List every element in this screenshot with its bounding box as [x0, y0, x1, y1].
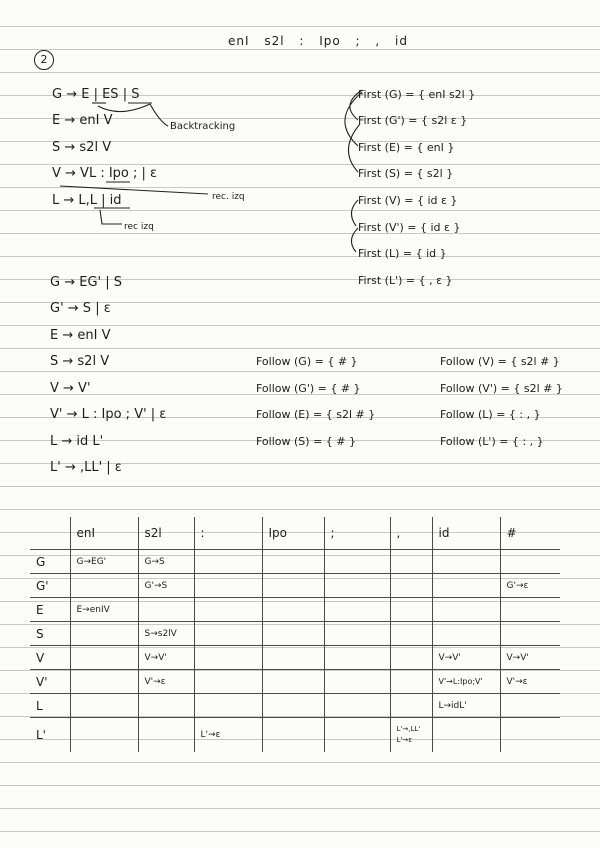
- left-recursion-note-l: rec izq: [124, 222, 154, 232]
- table-cell: [70, 574, 138, 598]
- table-header-row: [30, 517, 560, 550]
- table-cell: [390, 574, 432, 598]
- table-cell: [324, 670, 390, 694]
- table-cell: [194, 598, 262, 622]
- backtracking-note: Backtracking: [170, 121, 236, 132]
- table-cell: [500, 598, 560, 622]
- table-cell: [262, 622, 324, 646]
- first-arrow-gp-s: [348, 124, 360, 172]
- table-cell: [70, 622, 138, 646]
- table-cell: [324, 694, 390, 718]
- table-cell: L'→,LL' L'→ε: [390, 718, 432, 753]
- table-cell: [138, 718, 194, 753]
- grammar-transformed-rule: L' → ,LL' | ε: [50, 460, 122, 475]
- row-header: L': [30, 718, 70, 753]
- table-cell: [262, 646, 324, 670]
- column-header: id: [432, 517, 500, 550]
- table-cell: [432, 550, 500, 574]
- table-corner: [30, 517, 70, 550]
- table-cell: [500, 694, 560, 718]
- backtracking-arrow: [98, 104, 150, 112]
- table-cell: [500, 550, 560, 574]
- table-cell: [390, 694, 432, 718]
- table-cell: L→idL': [432, 694, 500, 718]
- table-cell: [262, 718, 324, 753]
- first-set: First (V') = { id ε }: [358, 221, 461, 234]
- problem-number: 2: [34, 50, 54, 70]
- row-header: V': [30, 670, 70, 694]
- table-row: [30, 646, 560, 670]
- table-cell: [194, 550, 262, 574]
- table-cell: G'→ε: [500, 574, 560, 598]
- table-cell: [194, 694, 262, 718]
- table-cell: [262, 574, 324, 598]
- table-row: [30, 550, 560, 574]
- column-header: #: [500, 517, 560, 550]
- table-cell: [500, 718, 560, 753]
- table-cell: [324, 550, 390, 574]
- rec-izq-l-arrow: [100, 210, 122, 224]
- table-cell: [138, 598, 194, 622]
- table-row: [30, 718, 560, 753]
- first-set: First (L') = { , ε }: [358, 274, 453, 287]
- table-row: [30, 574, 560, 598]
- first-set: First (E) = { enI }: [358, 141, 455, 154]
- table-cell: [324, 574, 390, 598]
- first-arrow-g-gp: [350, 90, 362, 120]
- table-cell: [324, 646, 390, 670]
- table-cell: [70, 718, 138, 753]
- parse-table: [30, 517, 560, 752]
- grammar-original-rule: L → L,L | id: [52, 193, 122, 208]
- first-set: First (G') = { s2l ε }: [358, 114, 468, 127]
- first-set: First (L) = { id }: [358, 247, 447, 260]
- table-cell: [432, 574, 500, 598]
- table-cell: [70, 694, 138, 718]
- table-cell: E→enIV: [70, 598, 138, 622]
- table-cell: V'→ε: [500, 670, 560, 694]
- follow-set: Follow (L') = { : , }: [440, 435, 544, 448]
- grammar-transformed-rule: S → s2l V: [50, 354, 110, 369]
- table-cell: [324, 622, 390, 646]
- grammar-transformed-rule: L → id L': [50, 434, 104, 449]
- first-set: First (V) = { id ε }: [358, 194, 458, 207]
- row-header: G: [30, 550, 70, 574]
- column-header: ,: [390, 517, 432, 550]
- follow-set: Follow (L) = { : , }: [440, 408, 541, 421]
- row-header: S: [30, 622, 70, 646]
- grammar-original-rule: V → VL : Ipo ; | ε: [52, 166, 158, 181]
- follow-set: Follow (E) = { s2l # }: [256, 408, 376, 421]
- first-arrow-vp-l: [351, 228, 358, 252]
- grammar-transformed-rule: G' → S | ε: [50, 301, 111, 316]
- follow-set: Follow (G') = { # }: [256, 382, 361, 395]
- table-cell: [500, 622, 560, 646]
- table-row: [30, 622, 560, 646]
- table-cell: V→V': [500, 646, 560, 670]
- table-cell: G→S: [138, 550, 194, 574]
- table-cell: [390, 598, 432, 622]
- table-cell: [262, 550, 324, 574]
- follow-set: Follow (V') = { s2l # }: [440, 382, 563, 395]
- table-cell: [390, 670, 432, 694]
- table-cell: [194, 670, 262, 694]
- grammar-original-rule: E → enI V: [52, 113, 113, 128]
- table-cell: [138, 694, 194, 718]
- table-cell: [432, 622, 500, 646]
- table-cell: [194, 646, 262, 670]
- table-cell: [324, 598, 390, 622]
- follow-set: Follow (G) = { # }: [256, 355, 358, 368]
- table-cell: [262, 598, 324, 622]
- first-set: First (S) = { s2l }: [358, 167, 454, 180]
- table-cell: [194, 574, 262, 598]
- table-row: [30, 670, 560, 694]
- grammar-transformed-rule: E → enI V: [50, 328, 111, 343]
- column-header: ;: [324, 517, 390, 550]
- left-recursion-note-v: rec. izq: [212, 192, 245, 202]
- backtracking-curve: [150, 104, 168, 126]
- row-header: E: [30, 598, 70, 622]
- grammar-transformed-rule: V' → L : Ipo ; V' | ε: [50, 407, 167, 422]
- column-header: :: [194, 517, 262, 550]
- follow-set: Follow (S) = { # }: [256, 435, 356, 448]
- table-cell: [324, 718, 390, 753]
- table-row: [30, 694, 560, 718]
- follow-set: Follow (V) = { s2l # }: [440, 355, 560, 368]
- row-header: G': [30, 574, 70, 598]
- table-cell: [390, 646, 432, 670]
- table-cell: [432, 598, 500, 622]
- table-row: [30, 598, 560, 622]
- table-cell: S→s2lV: [138, 622, 194, 646]
- grammar-transformed-rule: V → V': [50, 381, 91, 396]
- table-cell: [390, 550, 432, 574]
- row-header: L: [30, 694, 70, 718]
- grammar-original-rule: G → E | ES | S: [52, 87, 140, 102]
- table-cell: L'→ε: [194, 718, 262, 753]
- table-cell: [432, 718, 500, 753]
- table-cell: V'→L:Ipo;V': [432, 670, 500, 694]
- column-header: enI: [70, 517, 138, 550]
- first-arrow-g-e: [345, 92, 362, 146]
- terminal-symbols: enI s2l : Ipo ; , id: [228, 34, 408, 48]
- first-arrow-v-vp: [351, 200, 358, 226]
- table-cell: V→V': [138, 646, 194, 670]
- column-header: s2l: [138, 517, 194, 550]
- table-cell: [262, 694, 324, 718]
- column-header: Ipo: [262, 517, 324, 550]
- table-cell: G'→S: [138, 574, 194, 598]
- row-header: V: [30, 646, 70, 670]
- table-cell: V→V': [432, 646, 500, 670]
- table-cell: G→EG': [70, 550, 138, 574]
- table-cell: V'→ε: [138, 670, 194, 694]
- first-set: First (G) = { enI s2l }: [358, 88, 476, 101]
- grammar-original-rule: S → s2l V: [52, 140, 112, 155]
- grammar-transformed-rule: G → EG' | S: [50, 275, 122, 290]
- table-cell: [390, 622, 432, 646]
- table-cell: [262, 670, 324, 694]
- rec-izq-v-arrow: [60, 186, 208, 194]
- table-cell: [70, 646, 138, 670]
- table-cell: [194, 622, 262, 646]
- table-cell: [70, 670, 138, 694]
